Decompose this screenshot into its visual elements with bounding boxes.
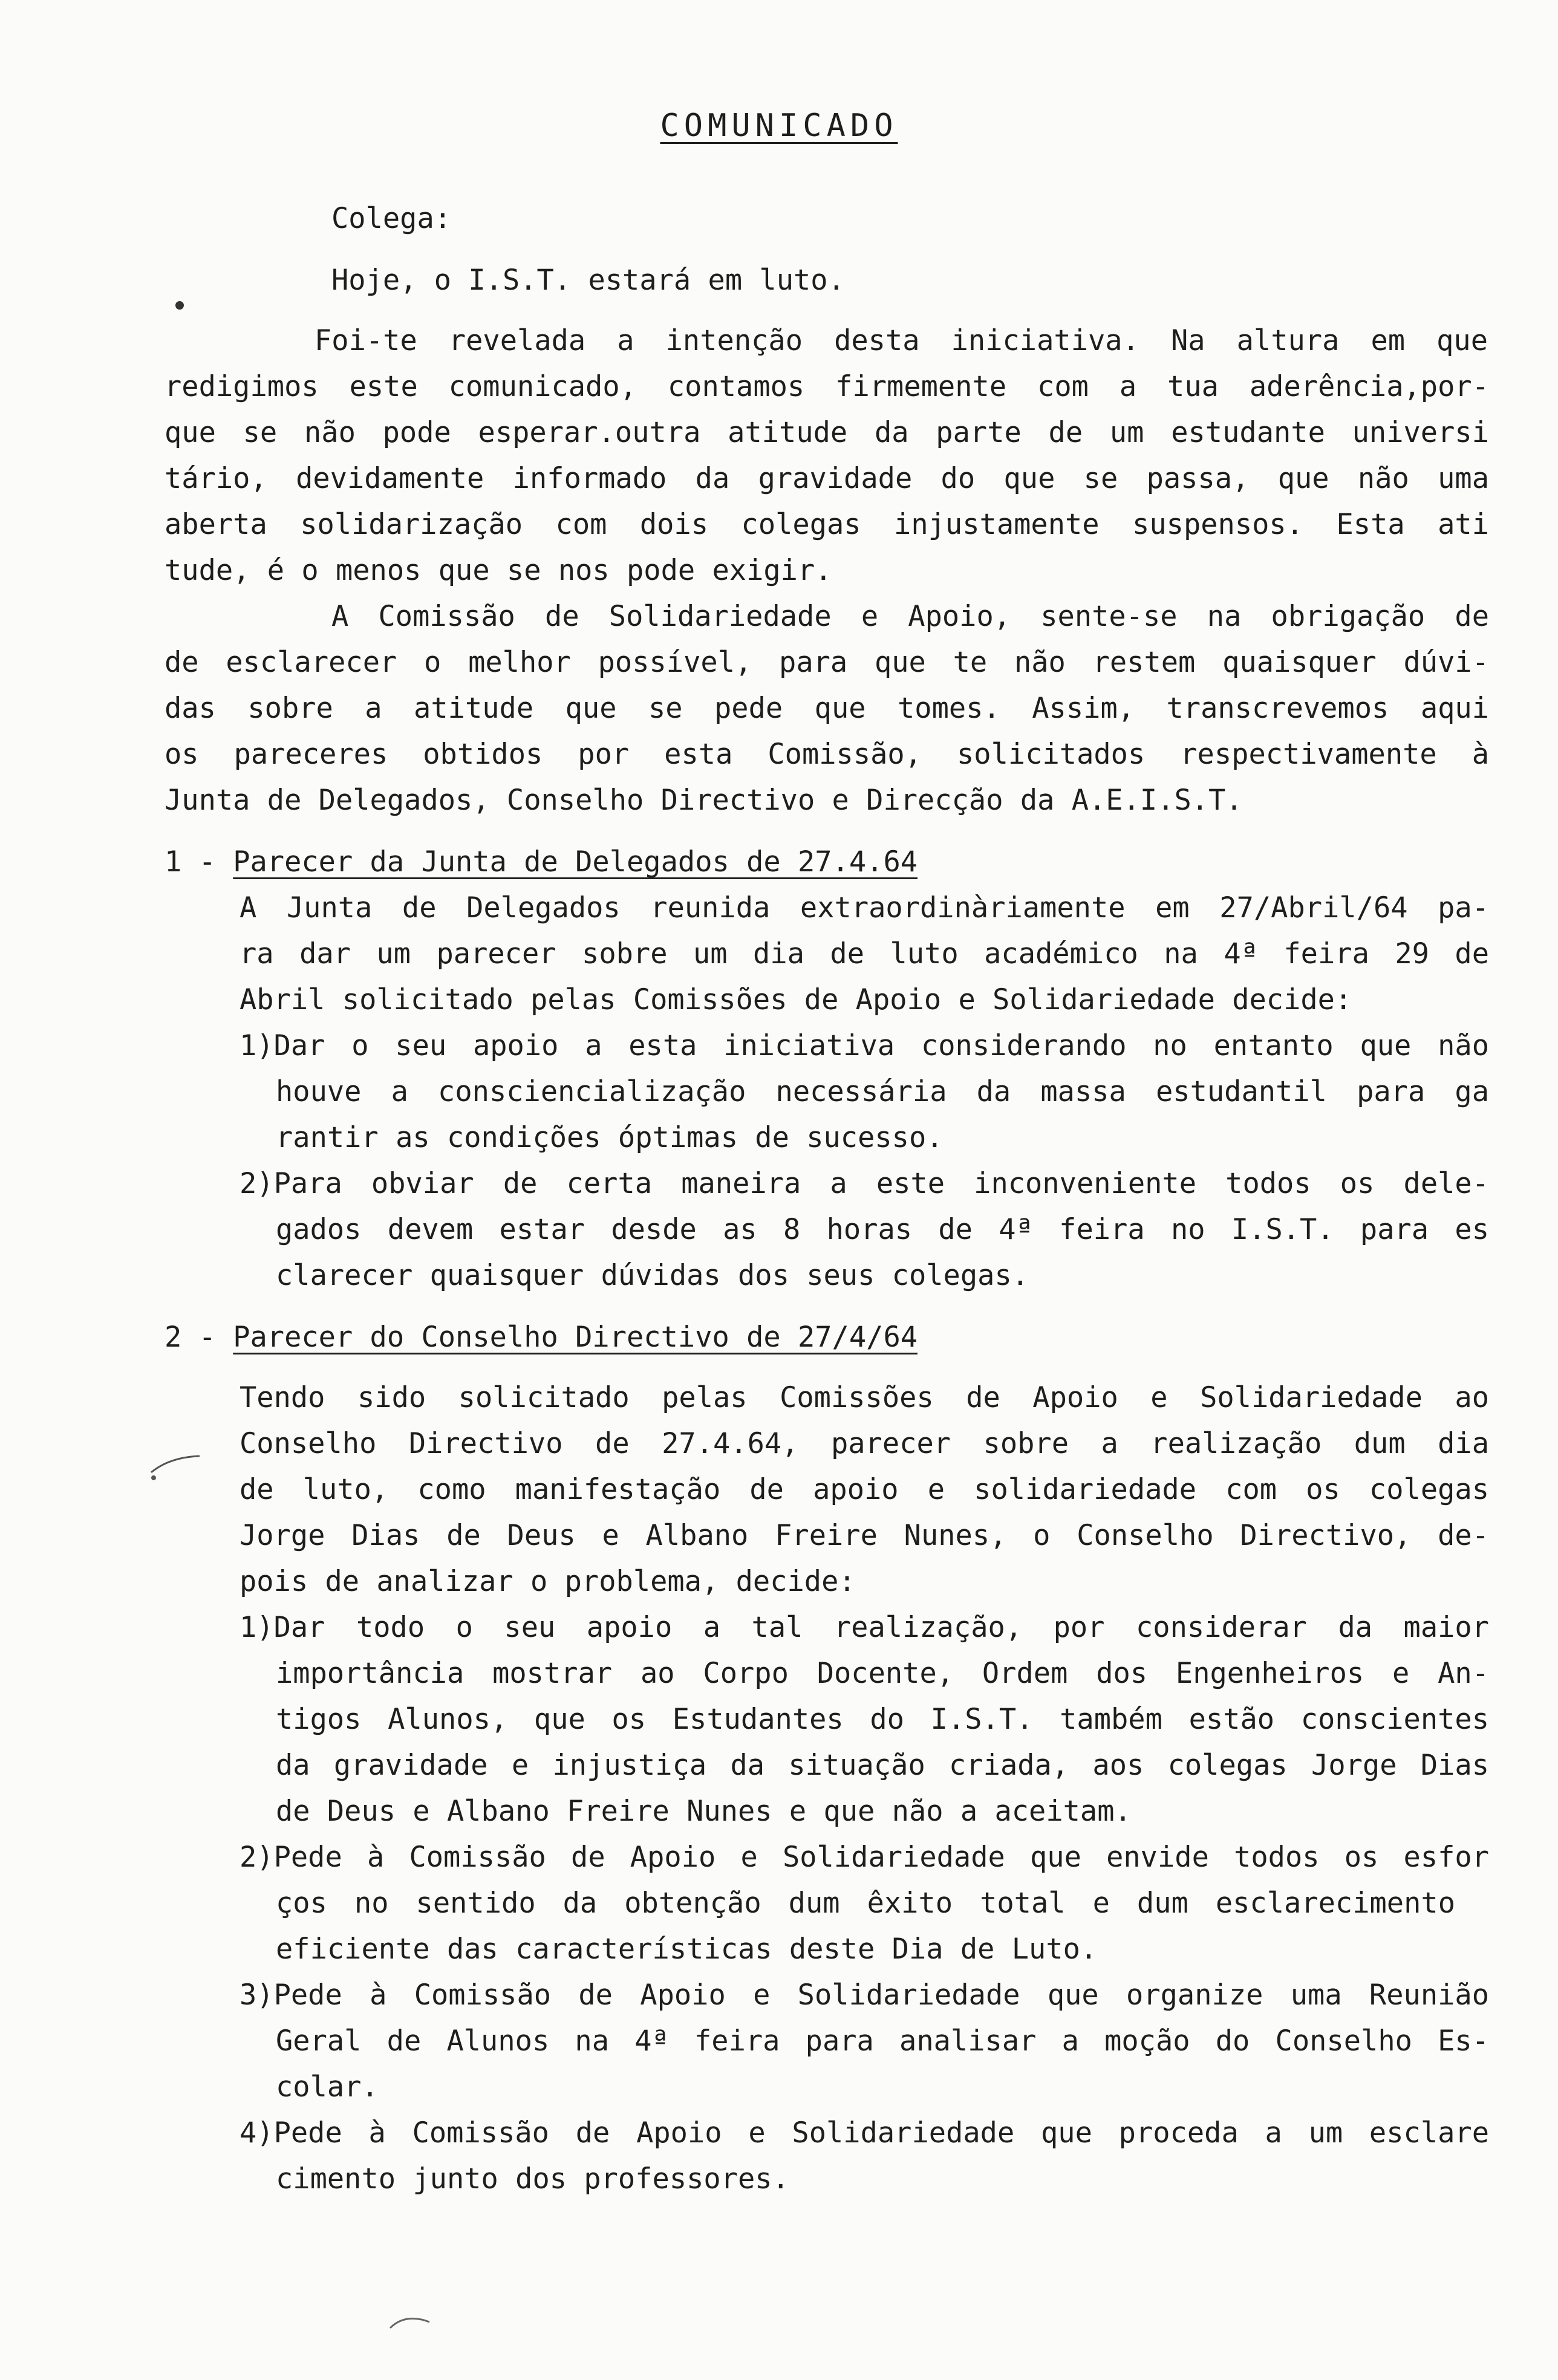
section-2-line: eficiente das características deste Dia de Luto. [276,1933,1098,1966]
section-2-line: 3)Pede à Comissão de Apoio e Solidariedade que organize uma Reunião [240,1978,1489,2012]
intro-line: Junta de Delegados, Conselho Directivo e Direcção da A.E.I.S.T. [165,784,1243,817]
intro-line: que se não pode esperar.outra atitude da parte de um estudante universi [165,416,1489,449]
section-1-line: 2)Para obviar de certa maneira a este inconveniente todos os dele- [240,1167,1489,1200]
scan-speck [175,301,184,310]
section-1-line: A Junta de Delegados reunida extraordinàriamente em 27/Abril/64 pa- [240,891,1489,925]
section-2-line: importância mostrar ao Corpo Docente, Ordem dos Engenheiros e An- [276,1657,1489,1690]
section-2-line: da gravidade e injustiça da situação criada, aos colegas Jorge Dias [276,1749,1489,1782]
section-2-line: de Deus e Albano Freire Nunes e que não a aceitam. [276,1795,1132,1828]
section-2-line: pois de analizar o problema, decide: [240,1565,856,1598]
section-2-line: ços no sentido da obtenção dum êxito total e dum esclarecimento [276,1887,1455,1920]
intro-line: tude, é o menos que se nos pode exigir. [165,554,832,587]
section-2-heading [165,1321,918,1354]
pen-mark [387,2310,435,2334]
section-2-title: Parecer do Conselho Directivo de 27/4/64 [233,1321,918,1354]
section-2-line: colar. [276,2070,379,2104]
intro-line: das sobre a atitude que se pede que tomes. Assim, transcrevemos aqui [165,692,1489,725]
section-2-line: Tendo sido solicitado pelas Comissões de Apoio e Solidariedade ao [240,1381,1489,1414]
intro-line: A Comissão de Solidariedade e Apoio, sente-se na obrigação de [331,600,1489,633]
section-2-number: 2 - [165,1321,233,1354]
section-1-title: Parecer da Junta de Delegados de 27.4.64 [233,845,918,879]
intro-line: aberta solidarização com dois colegas injustamente suspensos. Esta ati [165,508,1489,541]
section-2-line: cimento junto dos professores. [276,2162,789,2196]
section-2-line: Jorge Dias de Deus e Albano Freire Nunes, o Conselho Directivo, de- [240,1519,1489,1552]
section-2-line: Conselho Directivo de 27.4.64, parecer sobre a realização dum dia [240,1427,1489,1460]
title-text: COMUNICADO [660,108,898,144]
section-1-line: 1)Dar o seu apoio a esta iniciativa considerando no entanto que não [240,1029,1489,1062]
section-2-line: 2)Pede à Comissão de Apoio e Solidariedade que envide todos os esfor [240,1841,1489,1874]
intro-line: Foi-te revelada a intenção desta iniciativa. Na altura em que [315,324,1488,357]
section-1-heading [165,845,918,879]
intro-line: os pareceres obtidos por esta Comissão, solicitados respectivamente à [165,738,1489,771]
section-1-line: ra dar um parecer sobre um dia de luto académico na 4ª feira 29 de [240,937,1489,971]
greeting: Colega: [331,202,452,235]
section-1-line: gados devem estar desde as 8 horas de 4ª feira no I.S.T. para es [276,1213,1489,1246]
section-2-line: tigos Alunos, que os Estudantes do I.S.T. também estão conscientes [276,1703,1489,1736]
pen-mark [145,1451,212,1487]
section-2-line: de luto, como manifestação de apoio e solidariedade com os colegas [240,1473,1489,1506]
section-1-line: clarecer quaisquer dúvidas dos seus colegas. [276,1259,1029,1292]
section-2-line: 4)Pede à Comissão de Apoio e Solidariedade que proceda a um esclare [240,2116,1489,2150]
intro-line: redigimos este comunicado, contamos firmemente com a tua aderência,por- [165,370,1489,403]
intro-line: tário, devidamente informado da gravidade do que se passa, que não uma [165,462,1489,495]
document-title [0,108,1558,144]
intro-line: de esclarecer o melhor possível, para que te não restem quaisquer dúvi- [165,646,1489,679]
section-1-line: rantir as condições óptimas de sucesso. [276,1121,944,1154]
section-2-line: 1)Dar todo o seu apoio a tal realização, por considerar da maior [240,1611,1489,1644]
section-1-line: Abril solicitado pelas Comissões de Apoio e Solidariedade decide: [240,983,1352,1016]
section-1-number: 1 - [165,845,233,879]
section-1-line: houve a consciencialização necessária da massa estudantil para ga [276,1075,1489,1108]
intro-line: Hoje, o I.S.T. estará em luto. [331,264,845,297]
section-2-line: Geral de Alunos na 4ª feira para analisar a moção do Conselho Es- [276,2024,1489,2058]
